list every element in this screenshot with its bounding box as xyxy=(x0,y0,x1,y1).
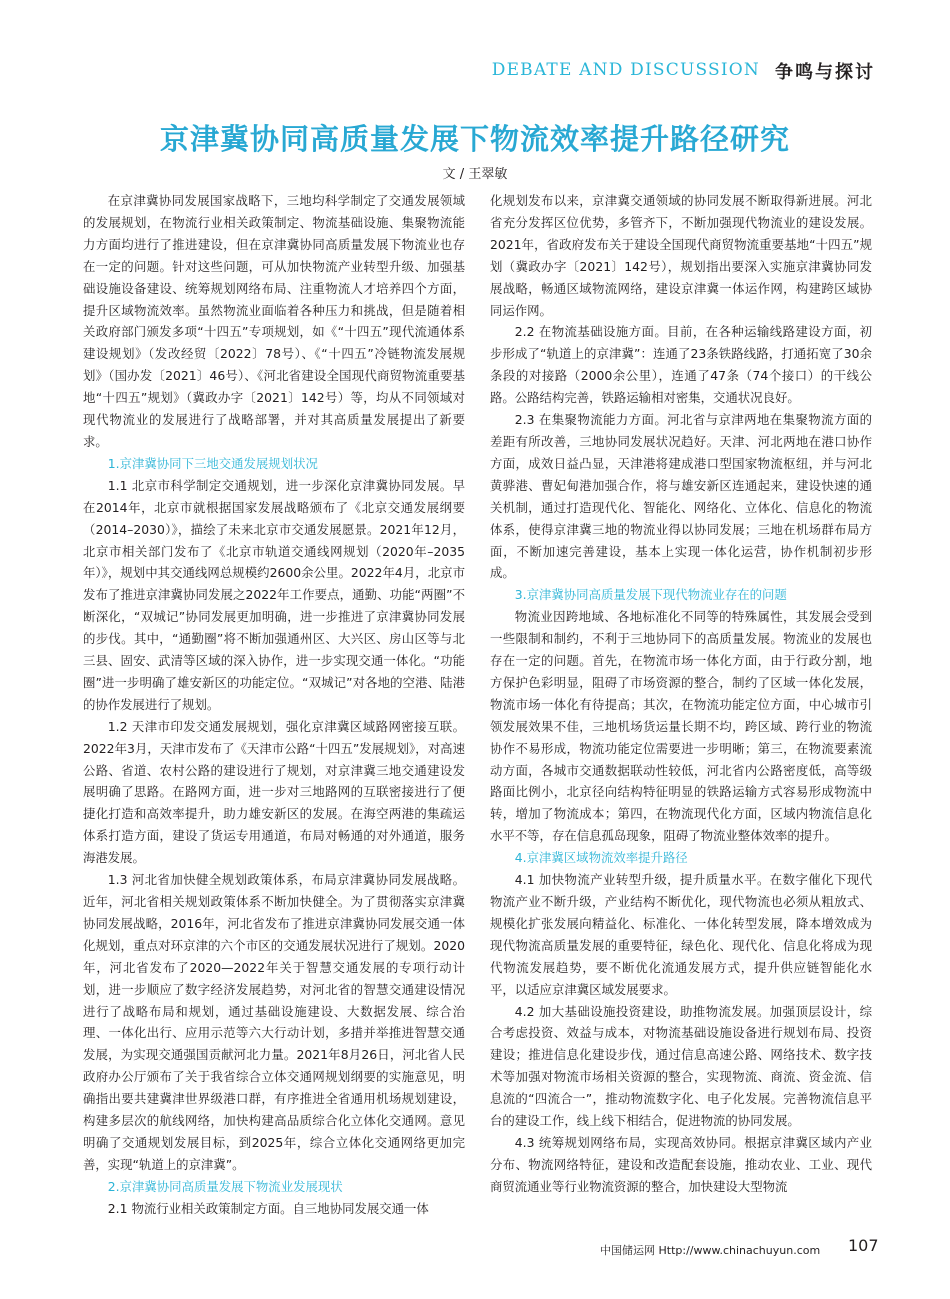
right-column xyxy=(490,190,872,1198)
page-number: 107 xyxy=(848,1236,879,1255)
body-paragraph: 2.2 在物流基础设施方面。目前，在各种运输线路建设方面，初步形成了“轨道上的京津冀”：连通了23条铁路线路，打通拓宽了30余条段的对接路（2000余公里），连通了47条（74个接口）的干线公路。公路结构完善，铁路运输相对密集，交通状况良好。 xyxy=(490,324,872,406)
body-paragraph: 1.3 河北省加快健全规划政策体系，布局京津冀协同发展战略。近年，河北省相关规划政策体系不断加快健全。为了贯彻落实京津冀协同发展战略，2016年，河北省发布了推进京津冀协同发展交通一体化规划，重点对环京津的六个市区的交通发展状况进行了规划。2020年，河北省发布了2020—2022年关于智慧交通发展的专项行动计划，进一步顺应了数字经济发展趋势，对河北省的智慧交通建设情况进行了战略布局和规划，通过基础设施建设、大数据发展、综合治理、一体化出行、应用示范等六大行动计划，多措并举推进智慧交通发展，为实现交通强国贡献河北力量。2021年8月26日，河北省人民政府办公厅颁布了关于我省综合立体交通网规划纲要的实施意见，明确指出要共建冀津世界级港口群，有序推进全省通用机场规划建设，构建多层次的航线网络，加快构建高品质综合化立体化交通网。意见明确了交通规划发展目标，到2025年，综合立体化交通网络更加完善，实现“轨道上的京津冀”。 xyxy=(83,872,465,1172)
body-paragraph-continued: 化规划发布以来，京津冀交通领域的协同发展不断取得新进展。河北省充分发挥区位优势，多管齐下，不断加强现代物流业的建设发展。2021年，省政府发布关于建设全国现代商贸物流重要基地“十四五”规划（冀政办字〔2021〕142号），规划指出要深入实施京津冀协同发展战略，畅通区域物流网络，建设京津冀一体运作网，构建跨区域协同运作网。 xyxy=(490,193,872,318)
footer-website: 中国储运网 Http://www.chinachuyun.com xyxy=(600,1244,821,1257)
section-heading-3: 3.京津冀协同高质量发展下现代物流业存在的问题 xyxy=(514,587,787,603)
section-label-en: DEBATE AND DISCUSSION xyxy=(491,60,760,80)
body-paragraph: 4.2 加大基础设施投资建设，助推物流发展。加强顶层设计，综合考虑投资、效益与成本，对物流基础设施设备进行规划布局、投资建设；推进信息化建设步伐，通过信息高速公路、网络技术、数字技术等加强对物流市场相关资源的整合，实现物流、商流、资金流、信息流的“四流合一”，推动物流数字化、电子化发展。完善物流信息平台的建设工作，线上线下相结合，促进物流的协同发展。 xyxy=(490,1003,872,1129)
left-column xyxy=(83,190,465,1220)
body-paragraph: 1.2 天津市印发交通发展规划，强化京津冀区域路网密接互联。2022年3月，天津市发布了《天津市公路“十四五”发展规划》，对高速公路、省道、农村公路的建设进行了规划，对京津冀三地交通建设发展明确了思路。在路网方面，进一步对三地路网的互联密接进行了便捷化打造和高效率提升，助力雄安新区的发展。在海空两港的集疏运体系打造方面，建设了货运专用通道，布局对畅通的对外通道，服务海港发展。 xyxy=(83,718,465,866)
article-title: 京津冀协同高质量发展下物流效率提升路径研究 xyxy=(159,122,790,156)
body-paragraph: 2.3 在集聚物流能力方面。河北省与京津两地在集聚物流方面的差距有所改善，三地协同发展状况趋好。天津、河北两地在港口协作方面，成效日益凸显，天津港将建成港口型国家物流枢纽，并与河北黄骅港、曹妃甸港加强合作，将与雄安新区连通起来，建设快速的通关机制，通过打造现代化、智能化、网络化、立体化、信息化的物流体系，使得京津冀三地的物流业得以协同发展；三地在机场群布局方面，不断加速完善建设，基本上实现一体化运营，协作机制初步形成。 xyxy=(490,412,872,581)
section-heading-1: 1.京津冀协同下三地交通发展规划状况 xyxy=(107,455,318,471)
intro-paragraph: 在京津冀协同发展国家战略下，三地均科学制定了交通发展领域的发展规划，在物流行业相关政策制定、物流基础设施、集聚物流能力方面均进行了推进建设，但在京津冀协同高质量发展下物流业也存在一定的问题。针对这些问题，可从加快物流产业转型升级、加强基础设施设备建设、统筹规划网络布局、注重物流人才培养四个方面，提升区域物流效率。虽然物流业面临着各种压力和挑战，但是随着相关政府部门颁发多项“十四五”专项规划，如《“十四五”现代流通体系建设规划》（发改经贸〔2022〕78号）、《“十四五”冷链物流发展规划》（国办发〔2021〕46号）、《河北省建设全国现代商贸物流重要基地“十四五”规划》（冀政办字〔2021〕142号）等，均从不同领域对现代物流业的发展进行了战略部署，并对其高质量发展提出了新要求。 xyxy=(83,193,465,449)
page-header xyxy=(0,58,950,84)
body-paragraph: 4.3 统筹规划网络布局，实现高效协同。根据京津冀区域内产业分布、物流网络特征，建设和改造配套设施，推动农业、工业、现代商贸流通业等行业物流资源的整合，加快建设大型物流 xyxy=(490,1134,872,1194)
body-paragraph: 2.1 物流行业相关政策制定方面。自三地协同发展交通一体 xyxy=(107,1200,429,1216)
body-paragraph: 4.1 加快物流产业转型升级，提升质量水平。在数字催化下现代物流产业不断升级，产业结构不断优化，现代物流也必须从粗放式、规模化扩张发展向精益化、标准化、一体化转型发展，降本增效成为现代物流高质量发展的重要特征，绿色化、现代化、信息化将成为现代物流发展趋势，要不断优化流通发展方式，提升供应链智能化水平，以适应京津冀区域发展要求。 xyxy=(490,872,872,997)
body-paragraph: 1.1 北京市科学制定交通规划，进一步深化京津冀协同发展。早在2014年，北京市就根据国家发展战略颁布了《北京交通发展纲要（2014–2030）》，描绘了未来北京市交通发展愿景。2021年12月，北京市相关部门发布了《北京市轨道交通线网规划（2020年–2035年）》，规划中其交通线网总规模约2600余公里。2022年4月，北京市发布了推进京津冀协同发展之2022年工作要点，通勤、功能“两圈”不断深化，“双城记”协同发展更加明确，进一步推进了京津冀协同发展的步伐。其中，“通勤圈”将不断加强通州区、大兴区、房山区等与北三县、固安、武清等区域的深入协作，进一步实现交通一体化。“功能圈”进一步明确了雄安新区的功能定位。“双城记”对各地的空港、陆港的协作发展进行了规划。 xyxy=(83,477,465,712)
section-heading-2: 2.京津冀协同高质量发展下物流业发展现状 xyxy=(107,1178,343,1194)
article-author: 文 / 王翠敏 xyxy=(442,167,508,182)
body-paragraph: 物流业因跨地域、各地标准化不同等的特殊属性，其发展会受到一些限制和制约，不利于三地协同下的高质量发展。物流业的发展也存在一定的问题。首先，在物流市场一体化方面，由于行政分割，地方保护色彩明显，阻碍了市场资源的整合，制约了区域一体化发展，物流市场一体化有待提高；其次，在物流功能定位方面，中心城市引领发展效果不佳，三地机场货运量长期不均，跨区域、跨行业的物流协作不易形成，物流功能定位需要进一步明晰；第三，在物流要素流动方面，各城市交通数据联动性较低，河北省内公路密度低，高等级路面比例小，北京径向结构特征明显的铁路运输方式容易形成物流中转，增加了物流成本；第四，在物流现代化方面，区域内物流信息化水平不等，存在信息孤岛现象，阻碍了物流业整体效率的提升。 xyxy=(490,609,872,844)
section-heading-4: 4.京津冀区域物流效率提升路径 xyxy=(514,850,688,866)
section-label-cn: 争鸣与探讨 xyxy=(775,62,875,83)
